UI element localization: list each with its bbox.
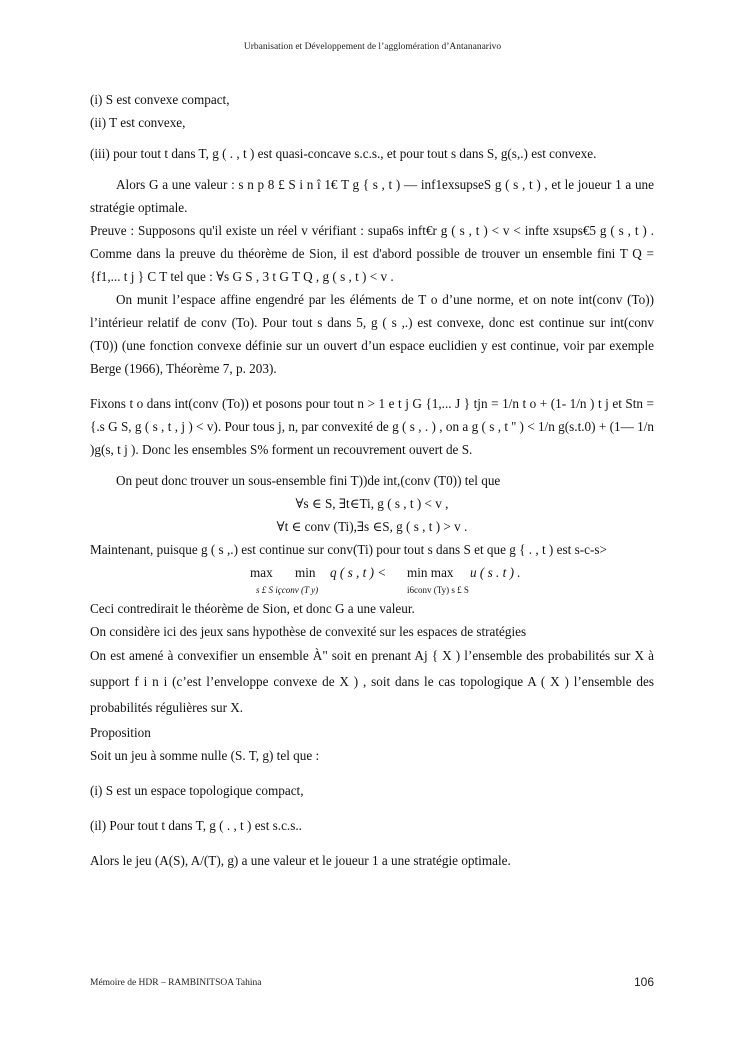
- minmax-sub-right: i6conv (Ty) s £ S: [407, 585, 469, 595]
- minmax-min: min: [295, 565, 316, 580]
- condition-i: (i) S est convexe compact,: [90, 92, 230, 107]
- proposition-heading: Proposition: [90, 725, 151, 740]
- formula-forall-s: ∀s ∈ S, ∃t∈Ti, g ( s , t ) < v ,: [295, 496, 449, 511]
- proposition-conclusion: Alors le jeu (A(S), A/(T), g) a une valeur et le joueur 1 a une stratégie optimale.: [90, 853, 511, 868]
- running-header: Urbanisation et Développement de l’agglomération d’Antananarivo: [243, 42, 502, 52]
- page-number: 106: [634, 975, 655, 989]
- condition-iii: (iii) pour tout t dans T, g ( . , t ) est quasi-concave s.c.s., et pour tout s dans S, g(s,.) est convexe.: [90, 146, 597, 161]
- proposition-condition-ii: (il) Pour tout t dans T, g ( . , t ) est s.c.s..: [90, 818, 302, 833]
- minmax-expr-right: u ( s . t ) .: [470, 565, 521, 580]
- minmax-max: max: [250, 565, 273, 580]
- footer-author: Mémoire de HDR – RAMBINITSOA Tahina: [90, 978, 262, 988]
- minmax-min-right: min max: [407, 565, 454, 580]
- convexify-paragraph: On est amené à convexifier un ensemble À" soit en prenant Aj { X ) l’ensemble des probabilités sur X à support f i n i (c’est l’enveloppe convexe de X ) , soit dans le cas topologique A ( X ) l’ensemble des probabilités régulières sur X.: [90, 648, 654, 715]
- formula-forall-t: ∀t ∈ conv (Ti),∃s ∈S, g ( s , t ) > v .: [276, 519, 468, 534]
- zero-sum-game-line: Soit un jeu à somme nulle (S. T, g) tel que :: [90, 748, 320, 763]
- proposition-condition-i: (i) S est un espace topologique compact,: [90, 783, 304, 798]
- sion-conclusion: Ceci contredirait le théorème de Sion, et donc G a une valeur.: [90, 601, 415, 616]
- page-body: [90, 88, 654, 872]
- minmax-sub-left: s £ S içconv (T y): [256, 585, 319, 595]
- condition-ii: (ii) T est convexe,: [90, 115, 186, 130]
- maintenant-paragraph: Maintenant, puisque g ( s ,.) est continue sur conv(Ti) pour tout s dans S et que g { . , t ) est s-c-s>: [90, 542, 607, 557]
- subset-paragraph: On peut donc trouver un sous-ensemble fini T))de int,(conv (T0)) tel que: [116, 473, 501, 488]
- proof-paragraph: Preuve : Supposons qu'il existe un réel v vérifiant : supa6s inft€r g ( s , t ) < v < infte xsups€5 g ( s , t ) . Comme dans la preuve du théorème de Sion, il est d'abord possible de trouver un ensemble fini T Q = {f1,... t j } C T tel que : ∀s G S , 3 t G T Q , g ( s , t ) < v .: [90, 223, 654, 284]
- no-convexity-line: On considère ici des jeux sans hypothèse de convexité sur les espaces de stratégies: [90, 624, 527, 639]
- conclusion-paragraph: Alors G a une valeur : s n p 8 £ S i n î 1€ T g { s , t ) — inf1exsupseS g ( s , t ) , et le joueur 1 a une stratégie optimale.: [90, 177, 654, 215]
- affine-space-paragraph: On munit l’espace affine engendré par les éléments de T o d’une norme, et on note int(conv (To)) l’intérieur relatif de conv (To). Pour tout s dans 5, g ( s ,.) est convexe, donc est continue sur int(conv (T0)) (une fonction convexe définie sur un ouvert d’un espace euclidien y est continue, voir par exemple Berge (1966), Théorème 7, p. 203).: [90, 292, 654, 376]
- minmax-formula: [90, 561, 654, 597]
- fixons-paragraph: Fixons t o dans int(conv (To)) et posons pour tout n > 1 e t j G {1,... J } tjn = 1/n t o + (1- 1/n ) t j et Stn = {.s G S, g ( s , t , j ) < v). Pour tous j, n, par convexité de g ( s , . ) , on a g ( s , t '' ) < 1/n g(s.t.0) + (1— 1/n )g(s, t j ). Donc les ensembles S% forment un recouvrement ouvert de S.: [90, 396, 654, 457]
- minmax-expr-left: q ( s , t ) <: [330, 565, 387, 580]
